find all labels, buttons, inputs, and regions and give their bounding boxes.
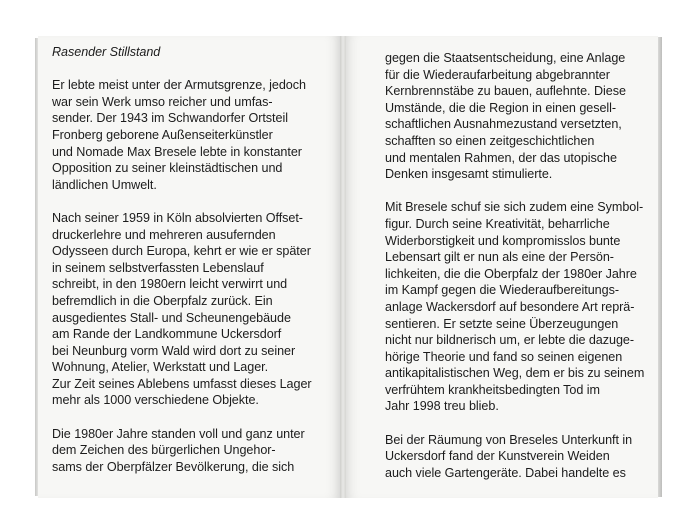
text-line: Bei der Räumung von Breseles Unterkunft in xyxy=(385,432,633,447)
paragraph-gap xyxy=(52,193,312,210)
text-line: und mentalen Rahmen, der das utopische xyxy=(385,150,617,165)
text-line: Denken insgesamt stimulierte. xyxy=(385,167,553,182)
text-line: nicht nur bildnerisch um, er lebte die dazuge- xyxy=(385,333,635,348)
text-line: auch viele Gartengeräte. Dabei handelte es xyxy=(385,465,626,480)
text-line: ausgedientes Stall- und Scheunengebäude xyxy=(52,310,291,325)
text-line: Widerborstigkeit und kompromisslos bunte xyxy=(385,233,621,248)
text-line: Wohnung, Atelier, Werkstatt und Lager. xyxy=(52,360,269,375)
text-line: war sein Werk umso reicher und umfas- xyxy=(52,94,273,109)
text-line: in seinem selbstverfassten Lebenslauf xyxy=(52,260,264,275)
text-line: figur. Durch seine Kreativität, beharrliche xyxy=(385,216,610,231)
left-page-text xyxy=(52,44,312,475)
text-line: befremdlich in die Oberpfalz zurück. Ein xyxy=(52,293,273,308)
right-page-text xyxy=(385,50,644,481)
text-line: Uckersdorf fand der Kunstverein Weiden xyxy=(385,449,610,464)
text-line: Odysseen durch Europa, kehrt er wie er später xyxy=(52,244,311,259)
text-line: antikapitalistischen Weg, dem er bis zu seinem xyxy=(385,366,645,381)
paragraph-gap xyxy=(52,61,312,78)
left-page xyxy=(38,36,340,498)
text-line: Die 1980er Jahre standen voll und ganz unter xyxy=(52,426,305,441)
text-line: bei Neunburg vorm Wald wird dort zu seiner xyxy=(52,343,296,358)
text-line: Jahr 1998 treu blieb. xyxy=(385,399,499,414)
text-line: Zur Zeit seines Ablebens umfasst dieses Lager xyxy=(52,376,312,391)
text-line: im Kampf gegen die Wiederaufbereitungs- xyxy=(385,283,619,298)
paragraph-gap xyxy=(385,415,644,432)
paragraph-gap xyxy=(52,409,312,426)
text-line: am Rande der Landkommune Uckersdorf xyxy=(52,327,282,342)
text-line: verfrühtem krankheitsbedingten Tod im xyxy=(385,382,600,397)
text-line: schafften so einen zeitgeschichtlichen xyxy=(385,133,595,148)
text-line: gegen die Staatsentscheidung, eine Anlage xyxy=(385,51,626,65)
text-line: dem Zeichen des bürgerlichen Ungehor- xyxy=(52,443,276,458)
text-line: Er lebte meist unter der Armutsgrenze, jedoch xyxy=(52,78,306,93)
text-line: Opposition zu seiner kleinstädtischen und xyxy=(52,161,283,176)
section-title: Rasender Stillstand xyxy=(52,45,161,59)
page-edge-right xyxy=(658,37,662,497)
text-line: sentieren. Er setzte seine Überzeugungen xyxy=(385,316,619,331)
text-line: sams der Oberpfälzer Bevölkerung, die sich xyxy=(52,459,295,474)
text-line: Kernbrennstäbe zu bauen, auflehnte. Diese xyxy=(385,84,626,99)
text-line: hörige Theorie und fand so seinen eigenen xyxy=(385,349,623,364)
text-line: Fronberg geborene Außenseiterkünstler xyxy=(52,127,273,142)
text-line: für die Wiederaufarbeitung abgebrannter xyxy=(385,67,610,82)
text-line: Mit Bresele schuf sie sich zudem eine Symbol- xyxy=(385,200,644,215)
paragraph-gap xyxy=(385,183,644,200)
text-line: druckerlehre und mehreren ausufernden xyxy=(52,227,276,242)
text-line: und Nomade Max Bresele lebte in konstanter xyxy=(52,144,302,159)
text-line: Nach seiner 1959 in Köln absolvierten Offset- xyxy=(52,210,303,225)
text-line: Umstände, die die Region in einen gesell- xyxy=(385,100,617,115)
text-line: lichkeiten, die die Oberpfalz der 1980er Jahre xyxy=(385,266,637,281)
text-line: ländlichen Umwelt. xyxy=(52,177,157,192)
text-line: schaftlichen Ausnahmezustand versetzten, xyxy=(385,117,622,132)
text-line: anlage Wackersdorf auf besondere Art reprä- xyxy=(385,299,635,314)
text-line: mehr als 1000 verschiedene Objekte. xyxy=(52,393,259,408)
text-line: schreibt, in den 1980ern leicht verwirrt und xyxy=(52,277,288,292)
right-page xyxy=(346,36,658,498)
text-line: sender. Der 1943 im Schwandorfer Ortsteil xyxy=(52,111,288,126)
text-line: Lebensart gilt er nun als eine der Persön- xyxy=(385,250,614,265)
